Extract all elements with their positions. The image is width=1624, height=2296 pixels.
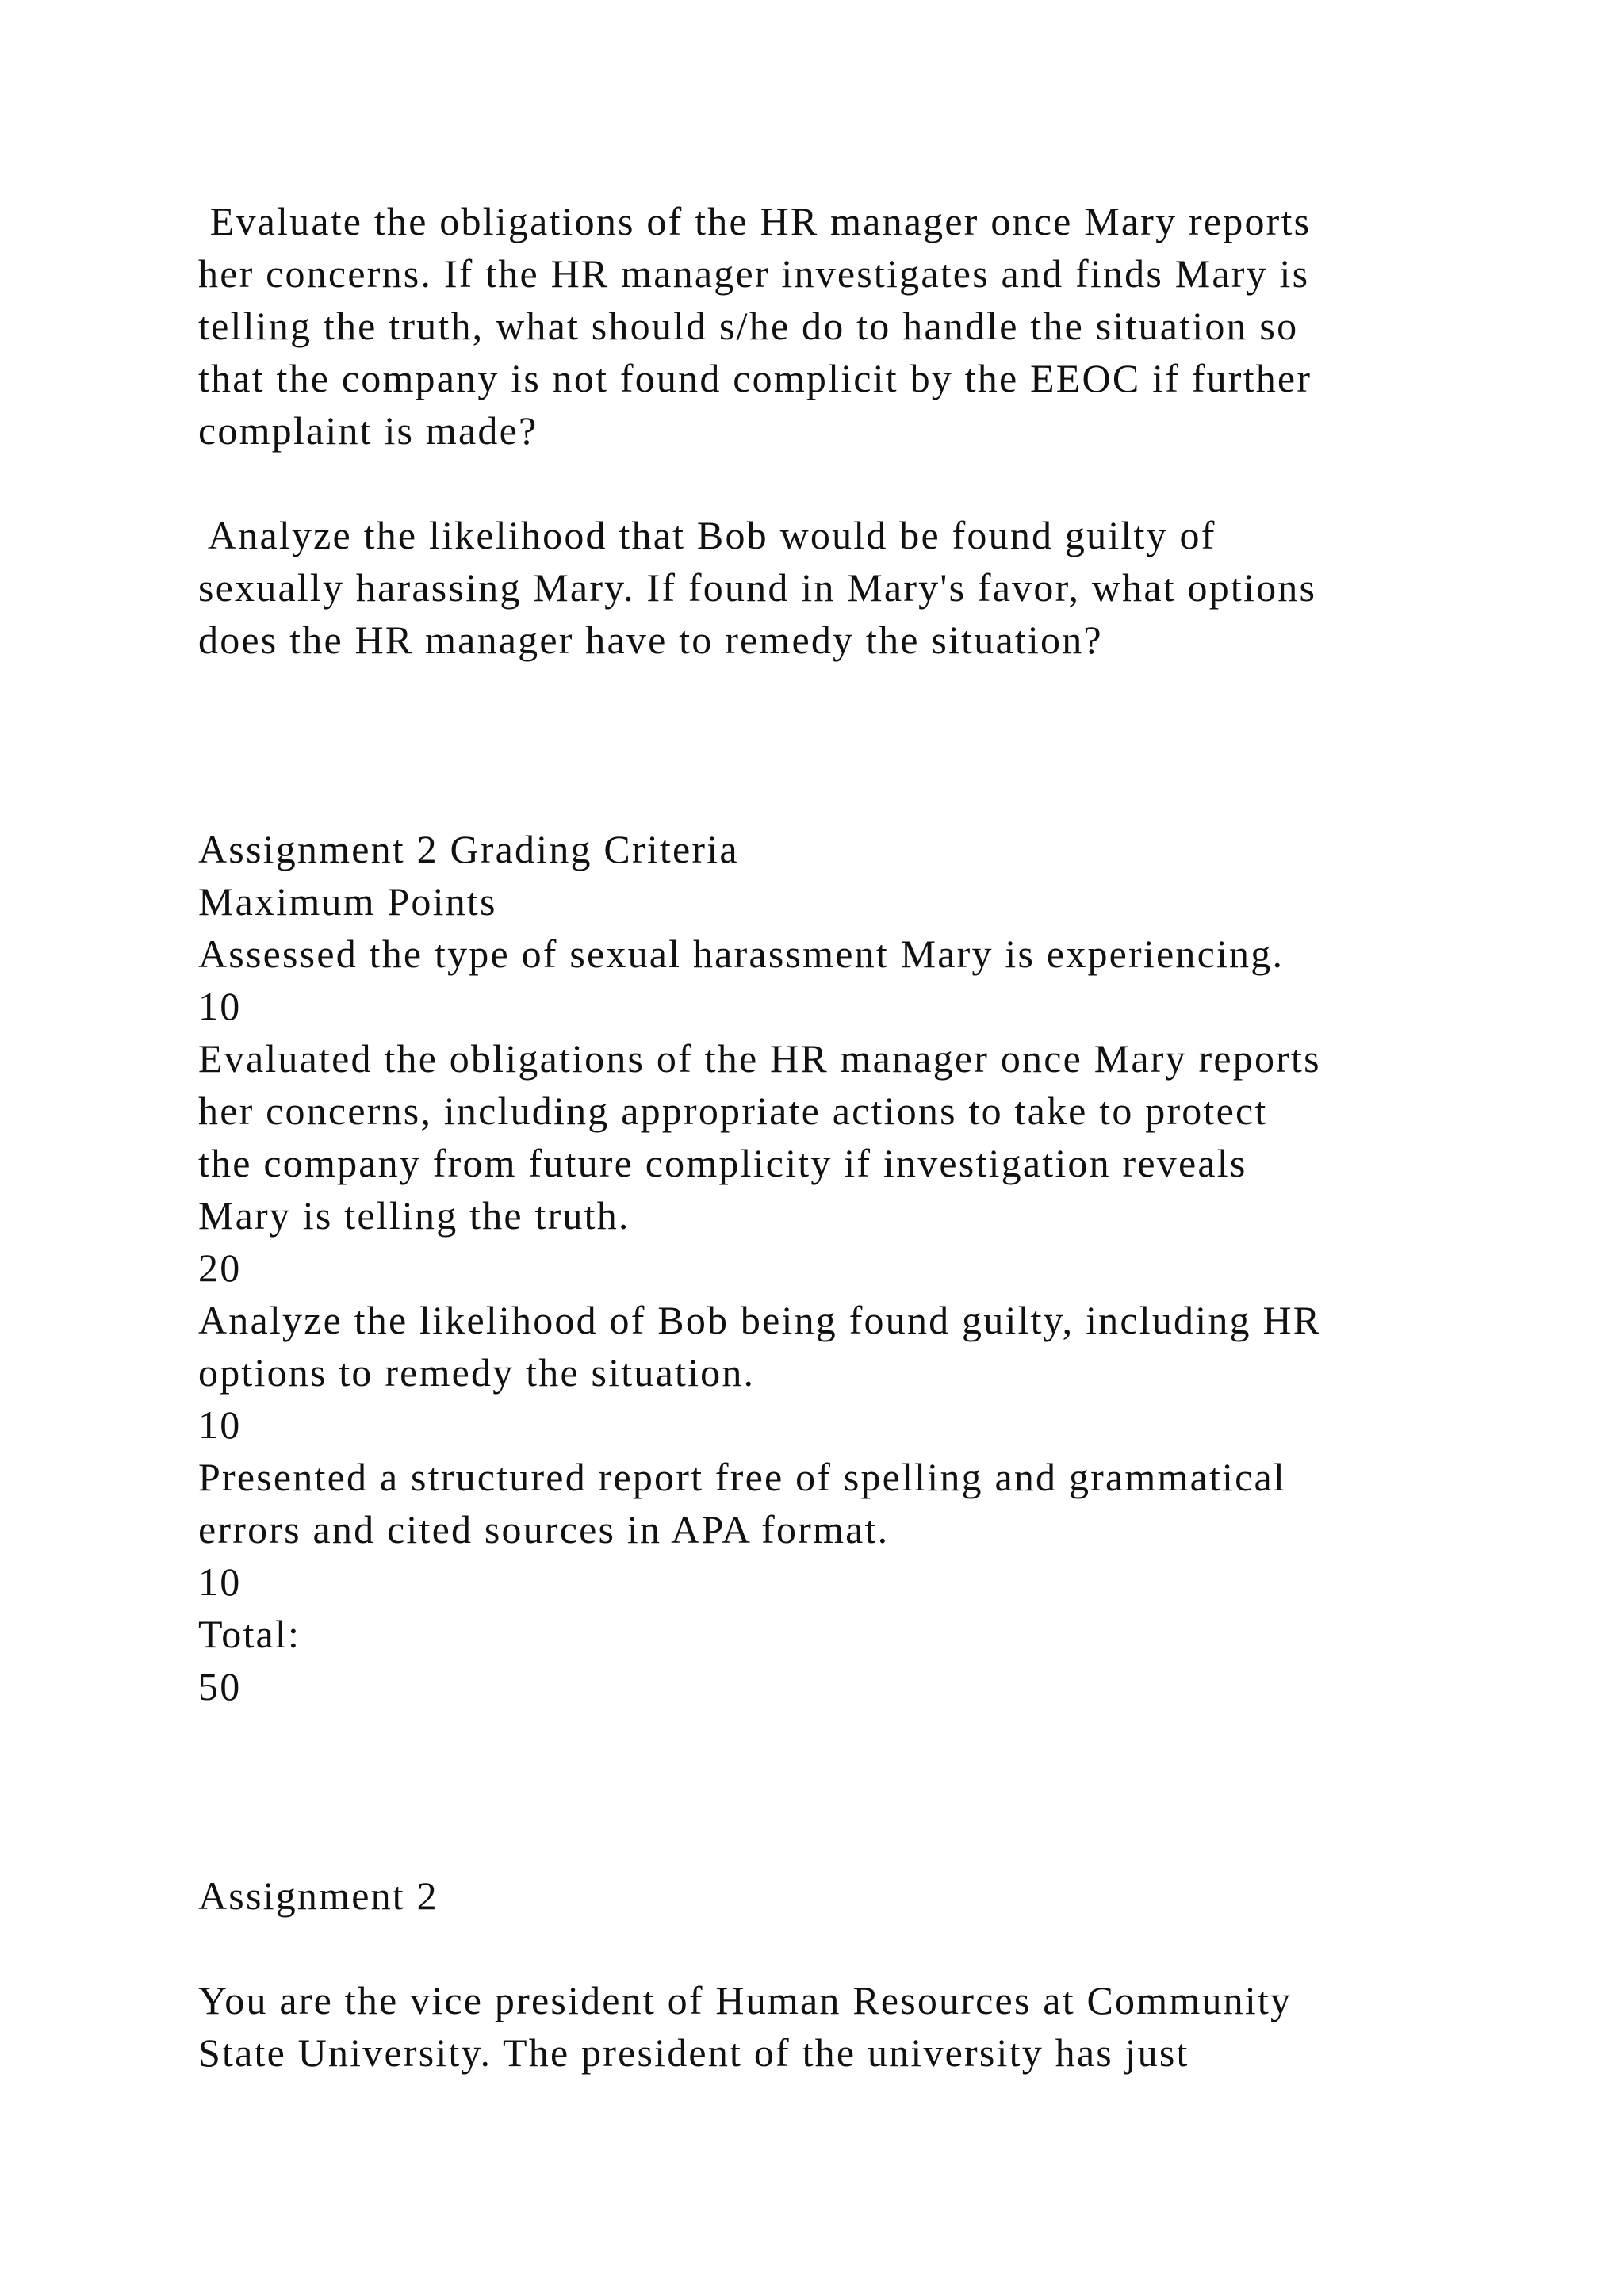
criterion-text: Analyze the likelihood of Bob being found guilty, including HR: [198, 1298, 1322, 1342]
grading-criteria-title: Assignment 2 Grading Criteria: [198, 827, 739, 871]
criterion-item: [198, 1294, 1499, 1451]
criterion-text: her concerns, including appropriate actions to take to protect: [198, 1089, 1268, 1133]
criterion-points: 10: [198, 984, 242, 1028]
text-line: that the company is not found complicit by the EEOC if further: [198, 356, 1312, 400]
criterion-item: [198, 928, 1499, 1032]
blank-line: [198, 666, 1499, 718]
text-line: sexually harassing Mary. If found in Mary's favor, what options: [198, 565, 1317, 610]
question-paragraph-2: [198, 509, 1499, 666]
criterion-points: 10: [198, 1402, 242, 1447]
text-line: Analyze the likelihood that Bob would be found guilty of: [198, 513, 1216, 557]
blank-line: [198, 771, 1499, 823]
criterion-text: Mary is telling the truth.: [198, 1193, 630, 1238]
text-line: complaint is made?: [198, 408, 538, 453]
criterion-text: Evaluated the obligations of the HR manager once Mary reports: [198, 1036, 1321, 1081]
blank-line: [198, 718, 1499, 771]
text-line: You are the vice president of Human Resources at Community: [198, 1978, 1293, 2022]
criterion-item: [198, 1451, 1499, 1608]
criterion-points: 10: [198, 1559, 242, 1604]
blank-line: [198, 1922, 1499, 1974]
question-paragraph-1: [198, 195, 1499, 457]
blank-line: [198, 1765, 1499, 1817]
criterion-points: 20: [198, 1246, 242, 1290]
criterion-text: the company from future complicity if investigation reveals: [198, 1141, 1247, 1185]
criterion-text: Assessed the type of sexual harassment Mary is experiencing.: [198, 932, 1285, 976]
criterion-text: errors and cited sources in APA format.: [198, 1507, 890, 1552]
criterion-text: Presented a structured report free of spelling and grammatical: [198, 1455, 1287, 1499]
text-line: does the HR manager have to remedy the situation?: [198, 618, 1103, 662]
blank-line: [198, 1817, 1499, 1869]
grading-criteria-section: [198, 823, 1499, 1712]
intro-paragraph: [198, 1974, 1499, 2079]
blank-line: [198, 457, 1499, 509]
assignment-heading: Assignment 2: [198, 1873, 439, 1918]
document-page: [198, 195, 1499, 2079]
text-line: Evaluate the obligations of the HR manager once Mary reports: [198, 199, 1312, 243]
criterion-item: [198, 1032, 1499, 1294]
total-label: Total:: [198, 1612, 301, 1656]
text-line: telling the truth, what should s/he do to handle the situation so: [198, 304, 1299, 348]
total-value: 50: [198, 1664, 242, 1709]
text-line: State University. The president of the university has just: [198, 2030, 1189, 2075]
blank-line: [198, 1712, 1499, 1765]
maximum-points-header: Maximum Points: [198, 879, 497, 924]
text-line: her concerns. If the HR manager investigates and finds Mary is: [198, 251, 1310, 296]
criterion-text: options to remedy the situation.: [198, 1350, 756, 1395]
